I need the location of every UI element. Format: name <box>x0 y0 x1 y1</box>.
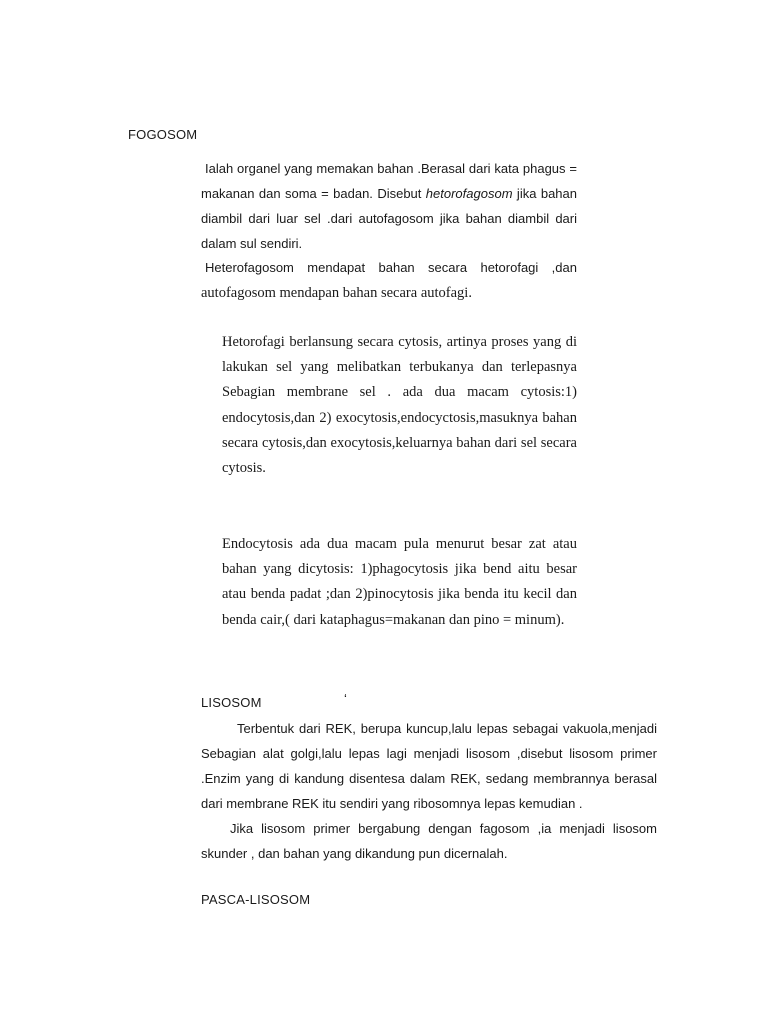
fogosom-paragraph-3: Hetorofagi berlansung secara cytosis, artinya proses yang di lakukan sel yang melibatkan terbukanya dan terlepasnya Sebagian membrane sel . ada dua macam cytosis:1) endocytosis,dan 2) exocytosis,endocyctosis,masuknya bahan secara cytosis,dan exocytosis,keluarnya bahan dari sel secara cytosis. <box>222 334 577 477</box>
fogosom-p1-text-a: Ialah organel yang memakan bahan .Berasal dari kata phagus = makanan dan soma = badan. Disebut <box>201 161 577 201</box>
section-heading-lisosom: LISOSOM <box>201 695 262 710</box>
fogosom-p1-text-b: jika bahan diambil dari luar sel .dari autofagosom jika bahan diambil dari dalam sul sendiri. <box>201 186 577 251</box>
fogosom-paragraph-1 <box>201 156 577 256</box>
section-heading-fogosom: FOGOSOM <box>128 127 198 142</box>
fogosom-paragraph-2-line-2: autofagosom mendapan bahan secara autofagi. <box>201 285 472 301</box>
fogosom-paragraph-2-line-1: Heterofagosom mendapat bahan secara hetorofagi ,dan <box>205 260 577 275</box>
fogosom-paragraph-4: Endocytosis ada dua macam pula menurut besar zat atau bahan yang dicytosis: 1)phagocytosis jika bend aitu besar atau benda padat ;dan 2)pinocytosis jika benda itu kecil dan benda cair,( dari kataphagus=makanan dan pino = minum). <box>222 536 577 628</box>
lisosom-paragraph-1: Terbentuk dari REK, berupa kuncup,lalu lepas sebagai vakuola,menjadi Sebagian alat golgi,lalu lepas lagi menjadi lisosom ,disebut lisosom primer .Enzim yang di kandung disentesa dalam REK, sedang membrannya berasal dari membrane REK itu sendiri yang ribosomnya lepas kemudian . <box>201 721 657 811</box>
lisosom-paragraph-2: Jika lisosom primer bergabung dengan fagosom ,ia menjadi lisosom skunder , dan bahan yang dikandung pun dicernalah. <box>201 821 657 861</box>
stray-quote-mark: ‘ <box>344 691 347 706</box>
fogosom-p1-italic-term: hetorofagosom <box>425 186 513 201</box>
section-heading-pasca-lisosom: PASCA-LISOSOM <box>201 892 311 907</box>
